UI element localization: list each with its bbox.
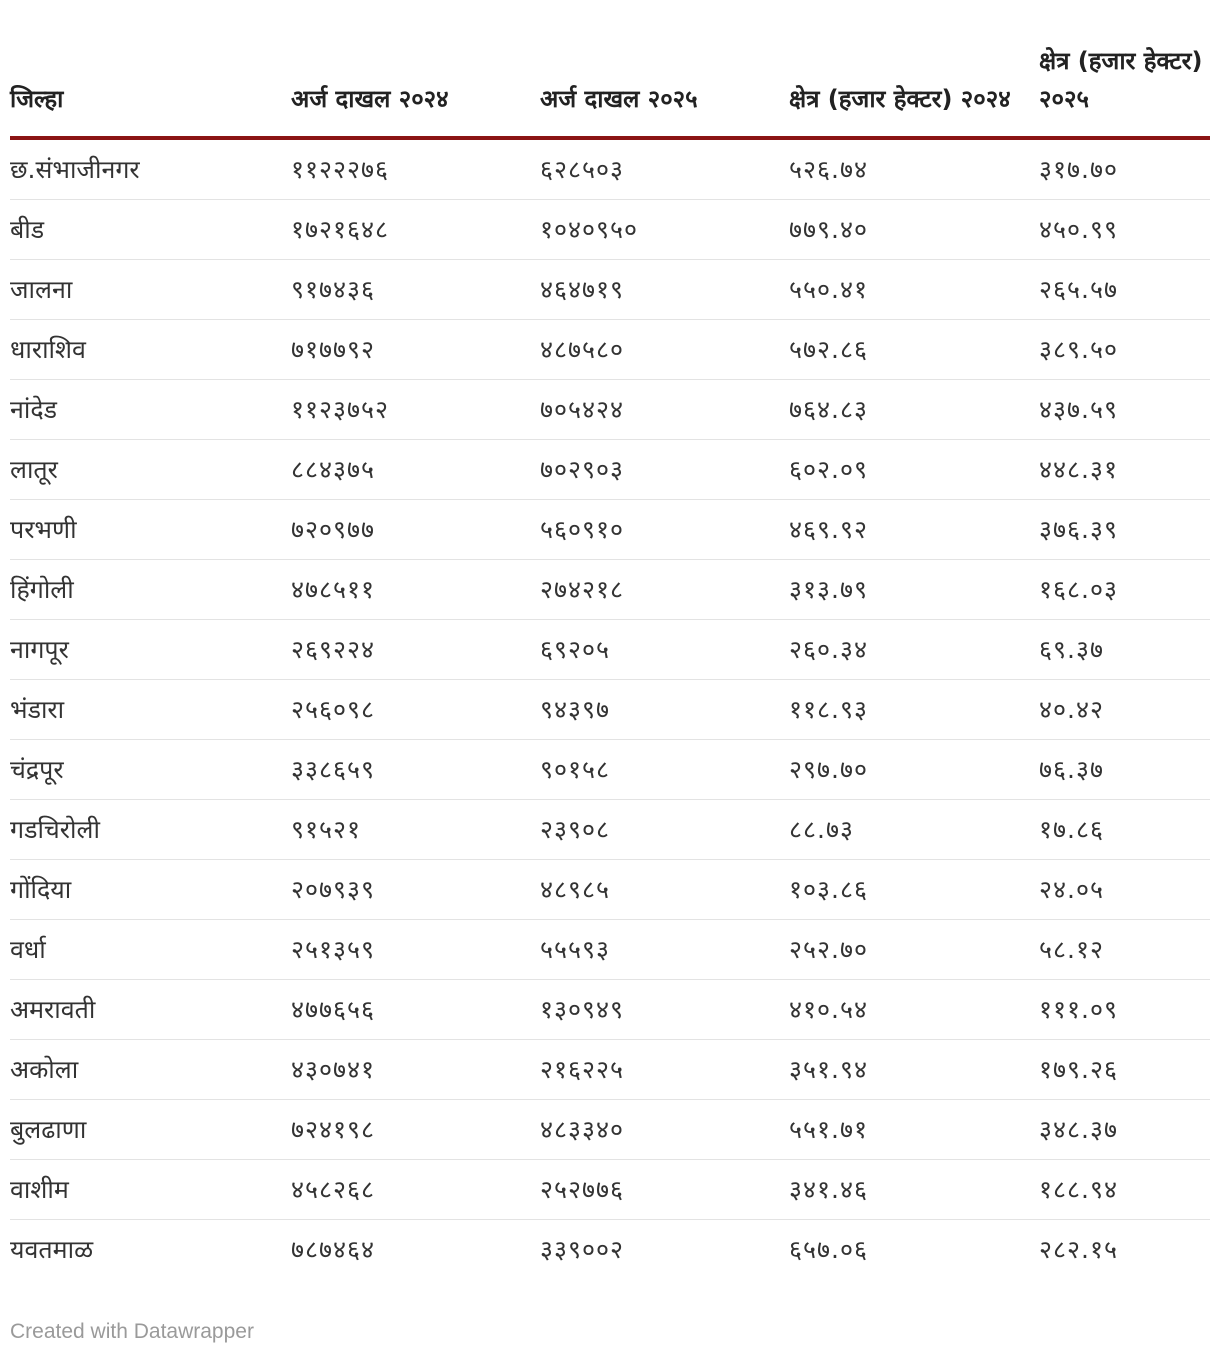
cell-district: वर्धा bbox=[10, 920, 291, 980]
cell-applications-2024: ११२३७५२ bbox=[291, 380, 540, 440]
cell-area-2024: ५७२.८६ bbox=[789, 320, 1039, 380]
cell-area-2024: ५२६.७४ bbox=[789, 138, 1039, 200]
cell-applications-2024: ९१५२१ bbox=[291, 800, 540, 860]
data-table-container bbox=[10, 40, 1210, 1279]
cell-applications-2025: ५६०९१० bbox=[540, 500, 789, 560]
cell-area-2024: ६०२.०९ bbox=[789, 440, 1039, 500]
table-row bbox=[10, 260, 1210, 320]
cell-area-2025: २४.०५ bbox=[1039, 860, 1210, 920]
cell-district: परभणी bbox=[10, 500, 291, 560]
cell-area-2025: ४४८.३१ bbox=[1039, 440, 1210, 500]
column-header-district: जिल्हा bbox=[10, 40, 291, 138]
cell-district: गडचिरोली bbox=[10, 800, 291, 860]
cell-area-2024: ३४१.४६ bbox=[789, 1160, 1039, 1220]
cell-applications-2024: ९१७४३६ bbox=[291, 260, 540, 320]
table-row bbox=[10, 138, 1210, 200]
table-row bbox=[10, 320, 1210, 380]
cell-area-2024: ४१०.५४ bbox=[789, 980, 1039, 1040]
cell-area-2025: ३८९.५० bbox=[1039, 320, 1210, 380]
cell-district: छ.संभाजीनगर bbox=[10, 138, 291, 200]
cell-applications-2024: ३३८६५९ bbox=[291, 740, 540, 800]
cell-district: बुलढाणा bbox=[10, 1100, 291, 1160]
cell-district: यवतमाळ bbox=[10, 1234, 94, 1264]
cell-applications-2024: ७२०९७७ bbox=[291, 500, 540, 560]
table-row bbox=[10, 620, 1210, 680]
cell-area-2025: १७.८६ bbox=[1039, 800, 1210, 860]
cell-applications-2024: ७१७७९२ bbox=[291, 320, 540, 380]
cell-applications-2025: १०४०९५० bbox=[540, 200, 789, 260]
cell-district: अकोला bbox=[10, 1040, 291, 1100]
cell-applications-2025: ६९२०५ bbox=[540, 620, 789, 680]
cell-area-2024: ६५७.०६ bbox=[789, 1234, 868, 1264]
table-row bbox=[10, 560, 1210, 620]
cell-district: लातूर bbox=[10, 440, 291, 500]
cell-applications-2024: २६९२२४ bbox=[291, 620, 540, 680]
cell-area-2025: १११.०९ bbox=[1039, 980, 1210, 1040]
cell-applications-2024: ४३०७४१ bbox=[291, 1040, 540, 1100]
cell-applications-2025: २१६२२५ bbox=[540, 1040, 789, 1100]
table-row bbox=[10, 380, 1210, 440]
table-body bbox=[10, 138, 1210, 1279]
cell-district: वाशीम bbox=[10, 1160, 291, 1220]
column-header-applications-2025: अर्ज दाखल २०२५ bbox=[540, 40, 789, 138]
cell-district: बीड bbox=[10, 200, 291, 260]
cell-applications-2025: ९०१५८ bbox=[540, 740, 789, 800]
cell-applications-2025: ४६४७१९ bbox=[540, 260, 789, 320]
table-row bbox=[10, 1100, 1210, 1160]
cell-applications-2024: ७२४१९८ bbox=[291, 1100, 540, 1160]
cell-area-2024: १०३.८६ bbox=[789, 860, 1039, 920]
cell-district: धाराशिव bbox=[10, 320, 291, 380]
cell-area-2024: २६०.३४ bbox=[789, 620, 1039, 680]
cell-area-2024: ३५१.९४ bbox=[789, 1040, 1039, 1100]
cell-district: हिंगोली bbox=[10, 560, 291, 620]
data-table bbox=[10, 40, 1210, 1279]
cell-area-2024: ४६९.९२ bbox=[789, 500, 1039, 560]
cell-applications-2025: ४८७५८० bbox=[540, 320, 789, 380]
column-header-area-2025: क्षेत्र (हजार हेक्टर) २०२५ bbox=[1039, 40, 1210, 138]
table-row bbox=[10, 1040, 1210, 1100]
cell-area-2025: २८२.१५ bbox=[1039, 1234, 1118, 1264]
cell-applications-2024: २५१३५९ bbox=[291, 920, 540, 980]
cell-district: भंडारा bbox=[10, 680, 291, 740]
cell-applications-2025: ४८९८५ bbox=[540, 860, 789, 920]
cell-area-2024: ७७९.४० bbox=[789, 200, 1039, 260]
cell-area-2025: ३१७.७० bbox=[1039, 138, 1210, 200]
table-row bbox=[10, 740, 1210, 800]
cell-applications-2024: ४७७६५६ bbox=[291, 980, 540, 1040]
cell-applications-2025: ३३९००२ bbox=[540, 1234, 625, 1264]
table-row bbox=[10, 680, 1210, 740]
cell-area-2025: १७९.२६ bbox=[1039, 1040, 1210, 1100]
table-row bbox=[10, 500, 1210, 560]
cell-area-2024: ५५०.४१ bbox=[789, 260, 1039, 320]
table-row bbox=[10, 1160, 1210, 1220]
cell-applications-2024: ४७८५११ bbox=[291, 560, 540, 620]
cell-area-2025: ४३७.५९ bbox=[1039, 380, 1210, 440]
cell-area-2025: ४०.४२ bbox=[1039, 680, 1210, 740]
cell-area-2025: ४५०.९९ bbox=[1039, 200, 1210, 260]
cell-area-2024: ७६४.८३ bbox=[789, 380, 1039, 440]
table-row bbox=[10, 920, 1210, 980]
table-row bbox=[10, 800, 1210, 860]
cell-district: जालना bbox=[10, 260, 291, 320]
cell-applications-2025: २५२७७६ bbox=[540, 1160, 789, 1220]
cell-applications-2025: ५५५९३ bbox=[540, 920, 789, 980]
cell-applications-2024: ८८४३७५ bbox=[291, 440, 540, 500]
table-row bbox=[10, 440, 1210, 500]
cell-area-2025: ७६.३७ bbox=[1039, 740, 1210, 800]
column-header-area-2024: क्षेत्र (हजार हेक्टर) २०२४ bbox=[789, 40, 1039, 138]
cell-district: अमरावती bbox=[10, 980, 291, 1040]
cell-applications-2025: ७०२९०३ bbox=[540, 440, 789, 500]
cell-area-2025: १६८.०३ bbox=[1039, 560, 1210, 620]
cell-applications-2025: १३०९४९ bbox=[540, 980, 789, 1040]
cell-district: गोंदिया bbox=[10, 860, 291, 920]
cell-applications-2025: २७४२१८ bbox=[540, 560, 789, 620]
cell-area-2024: २९७.७० bbox=[789, 740, 1039, 800]
cell-applications-2025: ६२८५०३ bbox=[540, 138, 789, 200]
cell-applications-2024: १७२१६४८ bbox=[291, 200, 540, 260]
cell-applications-2025: ७०५४२४ bbox=[540, 380, 789, 440]
cell-area-2024: २५२.७० bbox=[789, 920, 1039, 980]
table-row bbox=[10, 860, 1210, 920]
column-header-applications-2024: अर्ज दाखल २०२४ bbox=[291, 40, 540, 138]
cell-applications-2024: ४५८२६८ bbox=[291, 1160, 540, 1220]
cell-area-2025: ३४८.३७ bbox=[1039, 1100, 1210, 1160]
cell-district: नागपूर bbox=[10, 620, 291, 680]
table-header bbox=[10, 40, 1210, 138]
cell-applications-2024: २०७९३९ bbox=[291, 860, 540, 920]
cell-applications-2025: ४८३३४० bbox=[540, 1100, 789, 1160]
header-row bbox=[10, 40, 1210, 138]
cell-applications-2024: २५६०९८ bbox=[291, 680, 540, 740]
cell-district: चंद्रपूर bbox=[10, 740, 291, 800]
datawrapper-credit: Created with Datawrapper bbox=[10, 1320, 254, 1343]
cell-area-2024: ३१३.७९ bbox=[789, 560, 1039, 620]
cell-area-2025: २६५.५७ bbox=[1039, 260, 1210, 320]
cell-area-2024: ५५१.७१ bbox=[789, 1100, 1039, 1160]
cell-area-2025: ५८.१२ bbox=[1039, 920, 1210, 980]
cell-area-2024: ८८.७३ bbox=[789, 800, 1039, 860]
cell-area-2025: ३७६.३९ bbox=[1039, 500, 1210, 560]
cell-applications-2024: ११२२२७६ bbox=[291, 138, 540, 200]
cell-applications-2024: ७८७४६४ bbox=[291, 1234, 376, 1264]
table-row bbox=[10, 980, 1210, 1040]
cell-applications-2025: २३९०८ bbox=[540, 800, 789, 860]
cell-area-2024: ११८.९३ bbox=[789, 680, 1039, 740]
cell-applications-2025: ९४३९७ bbox=[540, 680, 789, 740]
table-row bbox=[10, 200, 1210, 260]
table-row bbox=[10, 1220, 1210, 1280]
cell-area-2025: १८८.९४ bbox=[1039, 1160, 1210, 1220]
cell-area-2025: ६९.३७ bbox=[1039, 620, 1210, 680]
cell-district: नांदेड bbox=[10, 380, 291, 440]
